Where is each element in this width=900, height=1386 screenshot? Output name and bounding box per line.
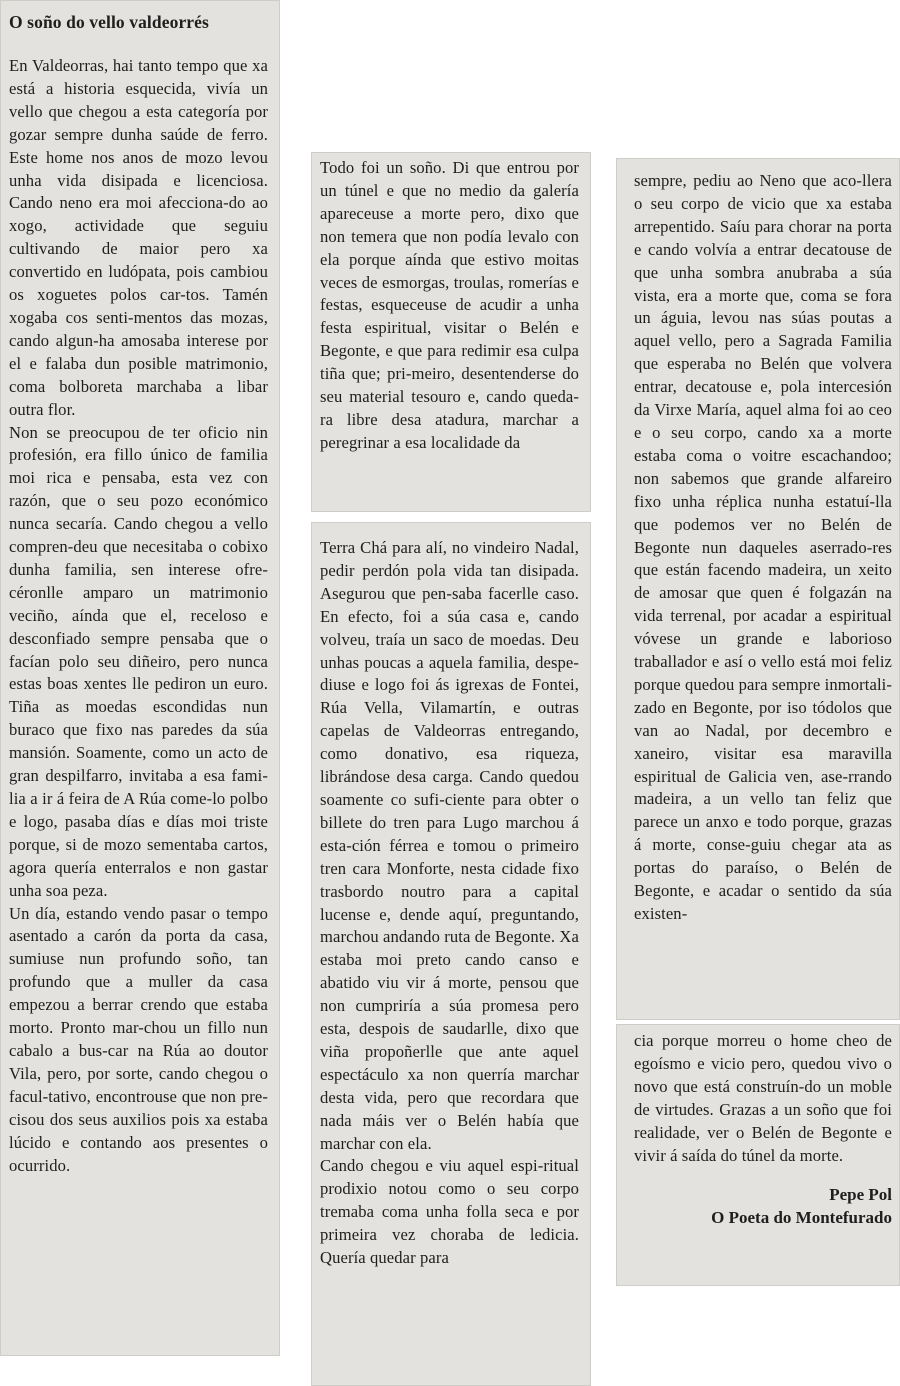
article-column-2-bottom (311, 522, 591, 1386)
article-column-2-top (311, 152, 591, 512)
article-column-3-bottom (616, 1024, 900, 1286)
signature (634, 1183, 892, 1229)
paragraph: En Valdeorras, hai tanto tempo que xa está a historia esquecida, vivía un vello que chegou a esta categoría por gozar sempre dunha saúde de ferro. Este home nos anos de mozo levou unha vida disipada e licenciosa. Cando neno era moi afecciona-do ao xogo, actividade que seguiu cultivando de maior pero xa convertido en ludópata, pois cambiou os xoguetes polos car-tos. Tamén xogaba cos senti-mentos das mozas, cando algun-ha amosaba interese por el e falaba dun posible matrimonio, coma bolboreta marchaba a libar outra flor. (9, 56, 268, 419)
paragraph: Un día, estando vendo pasar o tempo asentado a carón da porta da casa, sumiuse nun profundo soño, tan profundo que a muller da casa empezou a berrar crendo que estaba morto. Pronto mar-chou un fillo nun cabalo a bus-car na Rúa ao doutor Vila, pero, por sorte, cando chegou o facul-tativo, encontrouse que non pre-cisou dos seus auxilios pois xa estaba lúcido e contando aos presentes o ocurrido. (9, 903, 268, 1175)
article-title: O soño do vello valdeorrés (9, 12, 209, 32)
paragraph: cia porque morreu o home cheo de egoísmo e vicio pero, quedou vivo o novo que está construín-do un moble de virtudes. Grazas a un soño que foi realidade, ver o Belén de Begonte e vivir á saída do túnel da morte. (634, 1031, 892, 1165)
paragraph: Cando chegou e viu aquel espi-ritual prodixio notou como o seu corpo tremaba coma unha folla seca e por primeira vez choraba de ledicia. Quería quedar para (320, 1156, 579, 1268)
author-pseudonym: O Poeta do Montefurado (711, 1208, 892, 1228)
article-column-3-top (616, 158, 900, 1020)
author-name: Pepe Pol (829, 1185, 892, 1205)
paragraph: sempre, pediu ao Neno que aco-llera o seu corpo de vicio que xa estaba arrepentido. Saíu para chorar na porta e cando volvía a entrar decatouse de que unha sombra anubraba a súa vista, era a morte que, coma se fora un águia, levou nas súas poutas a aquel vello, pero a Sagrada Familia que esperaba no Belén que volvera entrar, decatouse e, pola intercesión da Virxe María, aquel alma foi ao ceo e o seu corpo, cando xa a morte estaba coma o voitre escachandoo; non sabemos que grande alfareiro fixo unha réplica nunha estatuí-lla que podemos ver no Belén de Begonte nun daqueles aserrado-res que están facendo madeira, un xeito de amosar que quen é folgazán na vida terrenal, por acadar a espiritual vóvese un grande e laborioso traballador e así o vello está moi feliz porque quedou para sempre inmortali-zado en Begonte, por iso tódolos que van ao Nadal, por decembro e xaneiro, visitar esa maravilla espiritual de Galicia ven, ase-rrando madeira, a un vello tan feliz que parece un anxo e todo porque, grazas á morte, conse-guiu chegar ata as portas do paraíso, o Belén de Begonte, e acadar o sentido da súa existen- (634, 171, 892, 923)
paragraph: Terra Chá para alí, no vindeiro Nadal, pedir perdón pola vida tan disipada. Asegurou que pen-saba facerlle caso. En efecto, foi a súa casa e, cando volveu, traía un saco de moedas. Deu unhas poucas a aquela familia, despe-diuse e logo foi ás igrexas de Fontei, Rúa Vella, Vilamartín, e outras capelas de Valdeorras entregando, como donativo, esa riqueza, librándose desa carga. Cando quedou soamente co sufi-ciente para obter o billete do tren para Lugo marchou á esta-ción férrea e tomou o primeiro tren cara Monforte, nesta cidade fixo trasbordo noutro para a capital lucense e, dende aquí, preguntando, marchou andando ruta de Begonte. Xa estaba moi preto cando canso e abatido viu vir á morte, pensou que non cumpriría a súa promesa pero esta, despois de saudarlle, dixo que viña propoñerlle que ante aquel espectáculo xa non querría marchar desta vida, pero que recordara que nada máis ver o Belén había que marchar con ela. (320, 538, 579, 1153)
paragraph: Todo foi un soño. Di que entrou por un túnel e que no medio da galería apareceuse a morte pero, dixo que non temera que non podía levalo con ela porque aínda que estivo moitas veces de esmorgas, troulas, romerías e festas, esqueceuse de acudir a unha festa espiritual, visitar o Belén e Begonte, e que para redimir esa culpa tiña que; pri-meiro, desentenderse do seu material tesouro e, cando queda-ra libre desa atadura, marchar a peregrinar a esa localidade da (320, 158, 579, 452)
paragraph: Non se preocupou de ter oficio nin profesión, era fillo único de familia moi rica e pensaba, esta vez con razón, que o seu pozo económico nunca secaría. Cando chegou a vello compren-deu que necesitaba o cobixo dunha familia, sen interese ofre-céronlle amparo un matrimonio veciño, aínda que el, receloso e desconfiado sempre pensaba que o facían polo seu diñeiro, pero nunca estas boas xentes lle pediron un euro. Tiña as moedas escondidas nun buraco que fixo nas paredes da súa mansión. Soamente, como un acto de gran despilfarro, invitaba a esa fami-lia a ir á feira de A Rúa come-lo polbo e logo, pasaba días e días moi triste porque, si de mozo sementaba cartos, agora quería enterralos e non gastar unha soa peza. (9, 422, 268, 900)
article-column-1 (0, 0, 280, 1356)
